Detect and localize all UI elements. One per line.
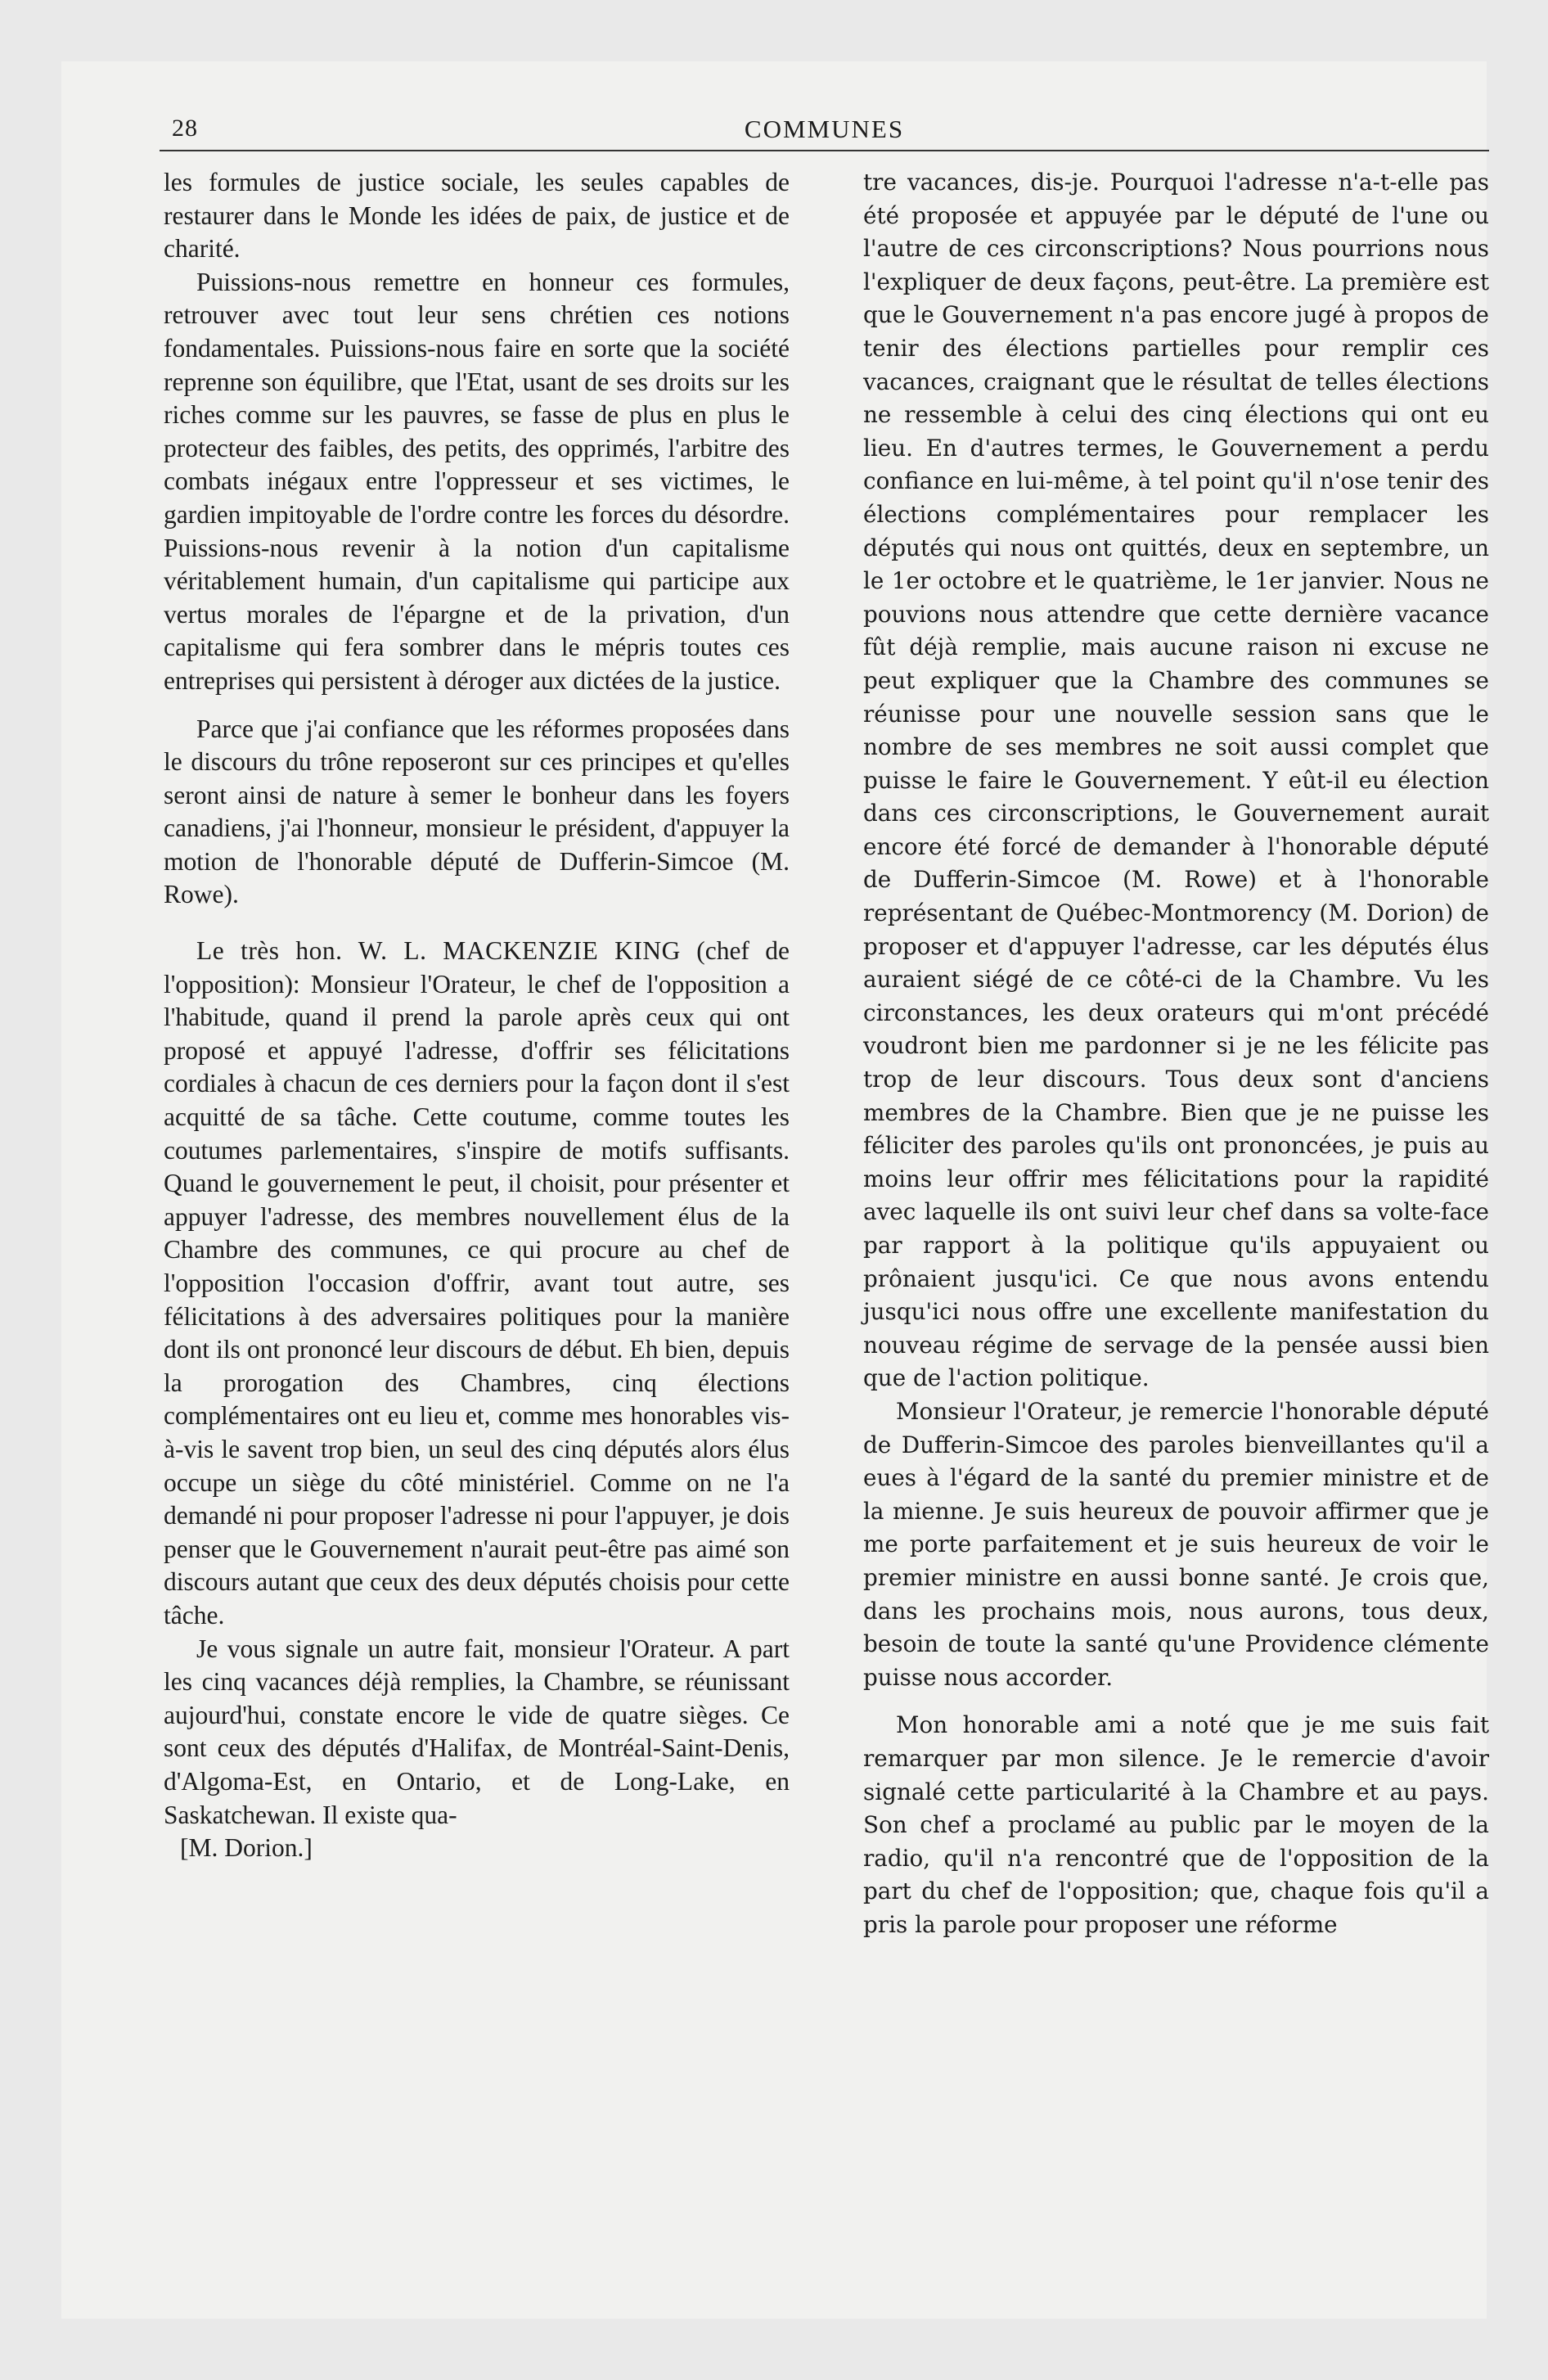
paragraph: Parce que j'ai confiance que les réformes proposées dans le discours du trône reposeront sur ces principes et qu'elles seront ainsi de nature à semer le bonheur dans les foyers canadiens, j'ai l'honneur, monsieur le président, d'appuyer la motion de l'honorable député de Dufferin-Simcoe (M. Rowe). [164,714,790,909]
paragraph: Je vous signale un autre fait, monsieur l'Orateur. A part les cinq vacances déjà remplies, la Chambre, se réunissant aujourd'hui, constate encore le vide de quatre sièges. Ce sont ceux des députés d'Halifax, de Montréal-Saint-Denis, d'Algoma-Est, en Ontario, et de Long-Lake, en Saskatchewan. Il existe qua- [164,1634,790,1829]
page-header [160,90,1489,149]
paragraph: Monsieur l'Orateur, je remercie l'honorable député de Dufferin-Simcoe des paroles bienveillantes qu'il a eues à l'égard de la santé du premier ministre et de la mienne. Je suis heureux de pouvoir affirmer que je me porte parfaitement et je suis heureux de voir le premier ministre en aussi bonne santé. Je crois que, dans les prochains mois, nous aurons, tous deux, besoin de toute la santé qu'une Providence clémente puisse nous accorder. [863,1397,1489,1691]
right-column [863,166,1489,1941]
speech-paragraph [164,935,790,1632]
paragraph: tre vacances, dis-je. Pourquoi l'adresse n'a-t-elle pas été proposée et appuyée par le député de l'une ou l'autre de ces circonscriptions? Nous pourrions nous l'expliquer de deux façons, peut-être. La première est que le Gouvernement n'a pas encore jugé à propos de tenir des élections partielles pour remplir ces vacances, craignant que le résultat de telles élections ne ressemble à celui des cinq élections qui ont eu lieu. En d'autres termes, le Gouvernement a perdu confiance en lui-même, à tel point qu'il n'ose tenir des élections complémentaires pour remplacer les députés qui nous ont quittés, deux en septembre, un le 1er octobre et le quatrième, le 1er janvier. Nous ne pouvions nous attendre que cette dernière vacance fût déjà remplie, mais aucune raison ni excuse ne peut expliquer que la Chambre des communes se réunisse pour une nouvelle session sans que le nombre de ses membres ne soit aussi complet que puisse le faire le Gouvernement. Y eût-il eu élection dans ces circonscriptions, le Gouvernement aurait encore été forcé de demander à l'honorable député de Dufferin-Simcoe (M. Rowe) et à l'honorable représentant de Québec-Montmorency (M. Dorion) de proposer et d'appuyer l'adresse, car les députés élus auraient siégé de ce côté-ci de la Chambre. Vu les circonstances, les deux orateurs qui m'ont précédé voudront bien me pardonner si je ne les félicite pas trop de leur discours. Tous deux sont d'anciens membres de la Chambre. Bien que je ne puisse les féliciter des paroles qu'ils ont prononcées, je puis au moins leur offrir mes félicitations pour la rapidité avec laquelle ils ont suivi leur chef dans sa volte-face par rapport à la politique qu'ils appuyaient ou prônaient jusqu'ici. Ce que nous avons entendu jusqu'ici nous offre une excellente manifestation du nouveau régime de servage de la pensée aussi bien que de l'action politique. [863,169,1489,1392]
paragraph: Mon honorable ami a noté que je me suis fait remarquer par mon silence. Je le remercie d'avoir signalé cette particularité à la Chambre et au pays. Son chef a proclamé au public par le moyen de la radio, qu'il n'a rencontré que de l'opposition de la part du chef de l'opposition; que, chaque fois qu'il a pris la parole pour proposer une réforme [863,1711,1489,1938]
speech-text: (chef de l'opposition): Monsieur l'Orateur, le chef de l'opposition a l'habitude, quand il prend la parole après ceux qui ont proposé et appuyé l'adresse, d'offrir ses félicitations cordiales à chacun de ces derniers pour la façon dont il s'est acquitté de sa tâche. Cette coutume, comme toutes les coutumes parlementaires, s'inspire de motifs suffisants. Quand le gouvernement le peut, il choisit, pour présenter et appuyer l'adresse, des membres nouvellement élus de la Chambre des communes, ce qui procure au chef de l'opposition l'occasion d'offrir, avant tout autre, ses félicitations à des adversaires politiques pour la manière dont ils ont prononcé leur discours de début. Eh bien, depuis la prorogation des Chambres, cinq élections complémentaires ont eu lieu et, comme mes honorables vis-à-vis le savent trop bien, un seul des cinq députés alors élus occupe un siège du côté ministériel. Comme on ne l'a demandé ni pour proposer l'adresse ni pour l'appuyer, je dois penser que le Gouvernement n'aurait peut-être pas aimé son discours autant que ceux des deux députés choisis pour cette tâche. [164,936,790,1629]
left-column [164,166,790,1865]
speaker-signature: [M. Dorion.] [180,1833,313,1863]
running-head: COMMUNES [744,115,905,143]
speaker-name: Le très hon. W. L. MACKENZIE KING [196,936,681,966]
header-rule [160,150,1489,151]
page-number: 28 [172,115,198,142]
page [61,61,1487,2319]
paragraph: Puissions-nous remettre en honneur ces formules, retrouver avec tout leur sens chrétien ces notions fondamentales. Puissions-nous faire en sorte que la société reprenne son équilibre, que l'Etat, usant de ses droits sur les riches comme sur les pauvres, se fasse de plus en plus le protecteur des faibles, des petits, des opprimés, l'arbitre des combats inégaux entre l'oppresseur et ses victimes, le gardien impitoyable de l'ordre contre les forces du désordre. Puissions-nous revenir à la notion d'un capitalisme véritablement humain, d'un capitalisme qui participe aux vertus morales de l'épargne et de la privation, d'un capitalisme qui fera sombrer dans le mépris toutes ces entreprises qui persistent à déroger aux dictées de la justice. [164,267,790,695]
paragraph: les formules de justice sociale, les seules capables de restaurer dans le Monde les idées de paix, de justice et de charité. [164,168,790,264]
